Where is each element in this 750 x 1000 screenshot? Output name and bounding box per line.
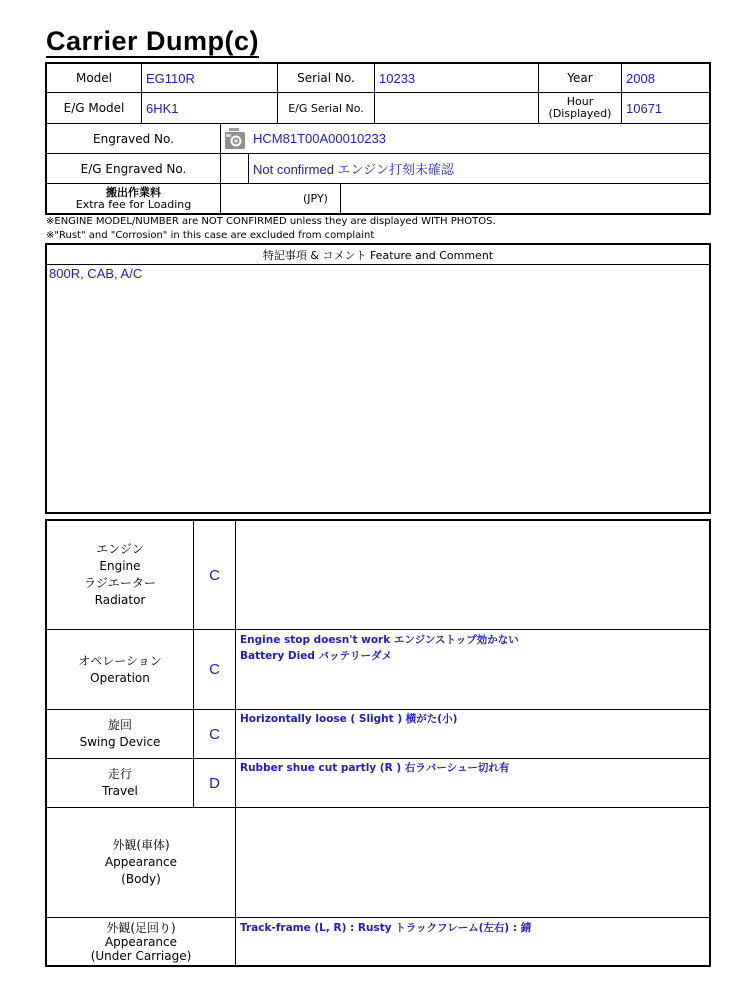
condition-label-line: Swing Device <box>79 735 161 749</box>
condition-label-line: Radiator <box>94 593 146 607</box>
note-rust-exclusion: ※"Rust" and "Corrosion" in this case are excluded from complaint <box>46 230 375 241</box>
condition-label-line: (Body) <box>121 872 161 886</box>
eg-serial-value <box>375 93 538 123</box>
condition-label-travel <box>47 759 193 807</box>
condition-label-appearance-undercarriage <box>47 918 235 965</box>
comment-operation-1: Engine stop doesn't work エンジンストップ効かない <box>240 634 519 646</box>
loading-fee-label-en: Extra fee for Loading <box>75 197 192 211</box>
hour-value: 10671 <box>626 100 663 116</box>
eg-engraved-label: E/G Engraved No. <box>80 161 187 176</box>
comment-travel: Rubber shue cut partly (R ) 右ラバーシュー切れ有 <box>240 762 510 774</box>
feature-heading: 特記事項 & コメント Feature and Comment <box>262 248 494 262</box>
condition-label-line: 外観(足回り) <box>106 920 176 935</box>
loading-fee-value <box>221 184 291 213</box>
note-engine-confirmation: ※ENGINE MODEL/NUMBER are NOT CONFIRMED unless they are displayed WITH PHOTOS. <box>46 216 496 227</box>
loading-fee-label <box>47 184 220 213</box>
condition-label-line: Appearance <box>104 934 178 949</box>
condition-label-line: エンジン <box>96 542 144 556</box>
grade-engine: C <box>209 566 220 584</box>
serial-value: 10233 <box>379 70 416 86</box>
hour-label-line-2: (Displayed) <box>548 107 612 120</box>
condition-label-line: ラジエーター <box>83 576 156 590</box>
condition-label-line: Travel <box>102 784 138 798</box>
condition-label-line: 旋回 <box>107 718 132 732</box>
condition-label-line: 外観(車体) <box>112 838 170 852</box>
year-label: Year <box>567 71 593 85</box>
condition-label-line: Appearance <box>104 855 178 869</box>
condition-label-engine <box>47 521 193 629</box>
condition-label-swing <box>47 710 193 758</box>
condition-label-line: Engine <box>99 559 141 573</box>
condition-label-line: (Under Carriage) <box>90 948 192 963</box>
grade-travel: D <box>209 774 220 792</box>
feature-text: 800R, CAB, A/C <box>49 266 143 281</box>
comment-swing: Horizontally loose ( Slight ) 横がた(小) <box>240 713 458 725</box>
grade-swing: C <box>209 725 220 743</box>
loading-fee-unit: (JPY) <box>303 192 328 205</box>
engraved-label: Engraved No. <box>93 131 174 146</box>
engraved-value: HCM81T00A00010233 <box>253 131 386 146</box>
model-value: EG110R <box>146 70 195 86</box>
grade-operation: C <box>209 661 220 678</box>
eg-engraved-value: Not confirmed エンジン打刻未確認 <box>253 162 454 177</box>
comment-operation-2: Battery Died バッテリーダメ <box>240 650 393 662</box>
condition-label-operation <box>47 630 193 709</box>
year-value: 2008 <box>626 70 655 86</box>
condition-label-appearance-body <box>47 808 235 917</box>
camera-icon[interactable] <box>224 127 246 151</box>
eg-serial-label: E/G Serial No. <box>288 101 364 115</box>
condition-label-line: Operation <box>90 670 150 685</box>
eg-model-label: E/G Model <box>63 101 125 115</box>
page-title: Carrier Dump(c) <box>46 26 260 56</box>
condition-label-line: 走行 <box>107 767 132 781</box>
hour-label-line-1: Hour <box>566 95 594 108</box>
loading-fee-label-jp: 搬出作業料 <box>106 185 161 199</box>
comment-undercarriage: Track-frame (L, R) : Rusty トラックフレーム(左右) : 錆 <box>240 922 532 934</box>
condition-label-line: オペレーション <box>78 653 162 668</box>
hour-label <box>539 93 621 123</box>
eg-model-value: 6HK1 <box>146 100 179 116</box>
model-label: Model <box>75 71 113 85</box>
serial-label: Serial No. <box>297 71 355 85</box>
